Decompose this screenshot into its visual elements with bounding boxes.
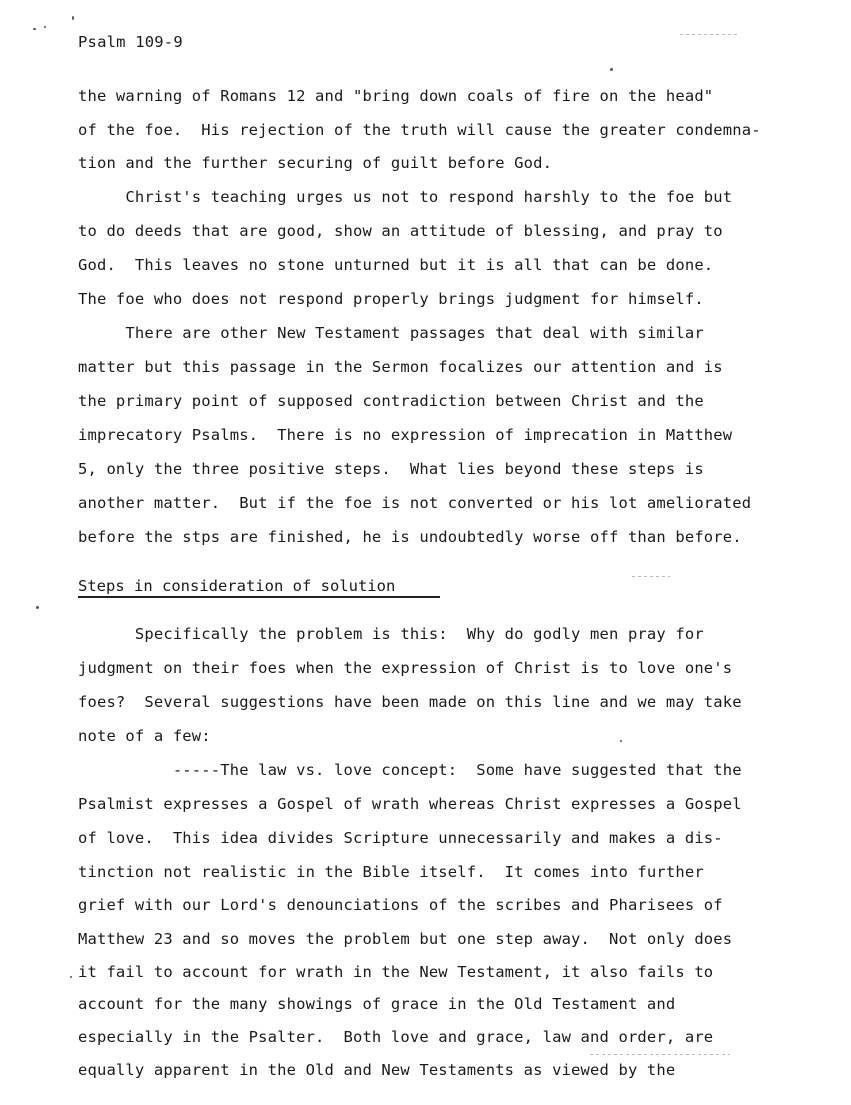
text-line: Christ's teaching urges us not to respond harshly to the foe but <box>78 188 733 206</box>
page-header: Psalm 109-9 <box>78 33 183 51</box>
text-line: of the foe. His rejection of the truth will cause the greater condemna- <box>78 121 761 139</box>
text-line: -----The law vs. love concept: Some have suggested that the <box>78 761 742 779</box>
text-line: The foe who does not respond properly brings judgment for himself. <box>78 290 704 308</box>
scan-speck <box>70 976 72 978</box>
scan-speck <box>33 28 36 30</box>
text-line: tion and the further securing of guilt before God. <box>78 154 553 172</box>
text-line: it fail to account for wrath in the New Testament, it also fails to <box>78 963 714 981</box>
heading-underline <box>78 596 440 598</box>
scan-smudge <box>680 34 740 35</box>
text-line: Specifically the problem is this: Why do godly men pray for <box>78 625 704 643</box>
scan-smudge <box>632 576 670 577</box>
text-line: grief with our Lord's denounciations of the scribes and Pharisees of <box>78 896 723 914</box>
section-heading: Steps in consideration of solution <box>78 577 396 595</box>
text-line: the warning of Romans 12 and "bring down coals of fire on the head" <box>78 87 714 105</box>
text-line: another matter. But if the foe is not converted or his lot ameliorated <box>78 494 752 512</box>
text-line: foes? Several suggestions have been made on this line and we may take <box>78 693 742 711</box>
text-line: There are other New Testament passages that deal with similar <box>78 324 704 342</box>
text-line: matter but this passage in the Sermon focalizes our attention and is <box>78 358 723 376</box>
text-line: tinction not realistic in the Bible itself. It comes into further <box>78 863 704 881</box>
scan-smudge <box>590 1054 730 1055</box>
scan-speck <box>36 606 39 609</box>
text-line: judgment on their foes when the expression of Christ is to love one's <box>78 659 733 677</box>
text-line: 5, only the three positive steps. What lies beyond these steps is <box>78 460 704 478</box>
text-line: to do deeds that are good, show an attitude of blessing, and pray to <box>78 222 723 240</box>
text-line: before the stps are finished, he is undoubtedly worse off than before. <box>78 528 742 546</box>
text-line: Matthew 23 and so moves the problem but one step away. Not only does <box>78 930 733 948</box>
text-line: the primary point of supposed contradiction between Christ and the <box>78 392 704 410</box>
text-line: Psalmist expresses a Gospel of wrath whereas Christ expresses a Gospel <box>78 795 742 813</box>
text-line: imprecatory Psalms. There is no expression of imprecation in Matthew <box>78 426 733 444</box>
text-line: equally apparent in the Old and New Testaments as viewed by the <box>78 1061 676 1079</box>
text-line: God. This leaves no stone unturned but it is all that can be done. <box>78 256 714 274</box>
text-line: note of a few: <box>78 727 211 745</box>
scan-speck <box>610 68 613 71</box>
text-line: account for the many showings of grace in the Old Testament and <box>78 995 676 1013</box>
scan-speck <box>72 16 74 20</box>
text-line: especially in the Psalter. Both love and grace, law and order, are <box>78 1028 714 1046</box>
text-line: of love. This idea divides Scripture unnecessarily and makes a dis- <box>78 829 723 847</box>
scan-speck <box>620 740 622 742</box>
scan-speck <box>44 26 46 28</box>
